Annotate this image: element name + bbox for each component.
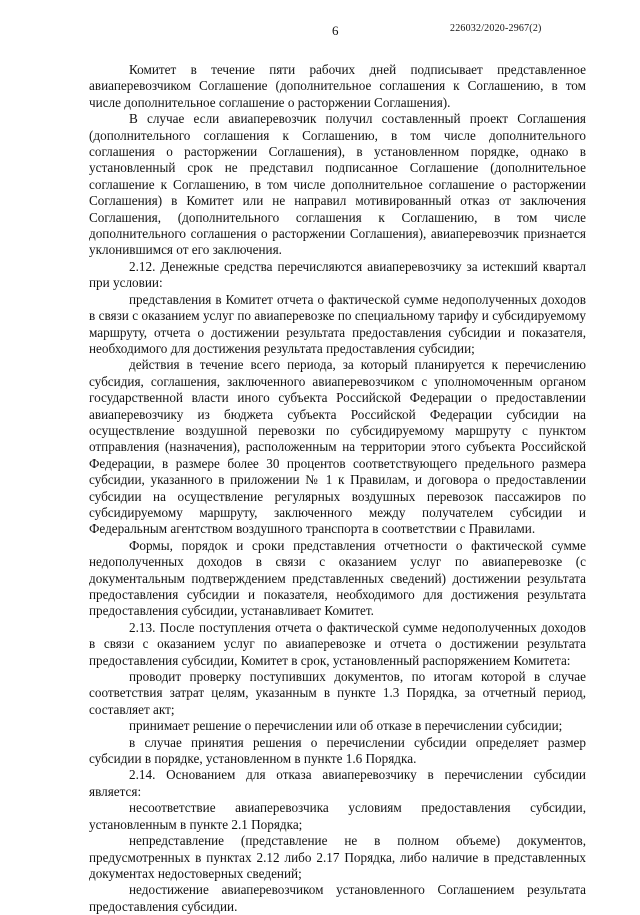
paragraph-amount: в случае принятия решения о перечислении субсидии определяет размер субсидии в порядке, установленном в пункте 1.6 Порядка. xyxy=(89,734,586,767)
paragraph-evasion-case: В случае если авиаперевозчик получил составленный проект Соглашения (дополнительного соглашения к Соглашению, в том числе дополнительного соглашения о расторжении Соглашения), в установленном порядке, однако в установленный срок не представил подписанное Соглашение (дополнительное соглашение к Соглашению, в том числе дополнительное соглашение о расторжении Соглашения) в Комитет или не направил мотивированный отказ от заключения Соглашения, (дополнительного соглашения к Соглашению, в том числе дополнительного соглашения о расторжении Соглашения), авиаперевозчик признается уклонившимся от его заключения. xyxy=(89,111,586,258)
paragraph-agreement-condition: действия в течение всего периода, за который планируется к перечислению субсидия, соглашения, заключенного авиаперевозчиком с уполномоченным органом государственной власти иного субъекта Российской Федерации о предоставлении авиаперевозчику из бюджета субъекта Российской Федерации субсидии на осуществление воздушной перевозки по субсидируемому маршруту с пунктом отправления (назначения), расположенным на территории этого субъекта Российской Федерации, в размере более 30 процентов соответствующего предельного размера субсидии, указанного в приложении № 1 к Правилам, и договора о предоставлении субсидии на осуществление регулярных воздушных перевозок пассажиров по субсидируемому маршруту, заключенного между получателем субсидии и Федеральным агентством воздушного транспорта в соответствии с Правилами. xyxy=(89,357,586,537)
paragraph-2-12: 2.12. Денежные средства перечисляются авиаперевозчику за истекший квартал при условии: xyxy=(89,258,586,291)
paragraph-committee-signs: Комитет в течение пяти рабочих дней подписывает представленное авиаперевозчиком Соглашение (дополнительное соглашения к Соглашению, в том числе дополнительное соглашение о расторжении Соглашения). xyxy=(89,62,586,110)
document-body xyxy=(89,62,586,915)
paragraph-nonsubmission: непредставление (представление не в полном объеме) документов, предусмотренных в пунктах 2.12 либо 2.17 Порядка, либо наличие в представленных документах недостоверных сведений; xyxy=(89,833,586,881)
paragraph-decision: принимает решение о перечислении или об отказе в перечислении субсидии; xyxy=(129,718,563,734)
paragraph-2-14: 2.14. Основанием для отказа авиаперевозчику в перечислении субсидии является: xyxy=(89,767,586,799)
document-code: 226032/2020-2967(2) xyxy=(450,23,542,34)
paragraph-nonachievement: недостижение авиаперевозчиком установленного Соглашением результата предоставления субсидии. xyxy=(89,882,586,914)
paragraph-nonconformity: несоответствие авиаперевозчика условиям предоставления субсидии, установленным в пункте 2.1 Порядка; xyxy=(89,800,586,832)
paragraph-2-13: 2.13. После поступления отчета о фактической сумме недополученных доходов в связи с оказанием услуг по авиаперевозке и отчета о достижении результата предоставления субсидии, Комитет в срок, установленный распоряжением Комитета: xyxy=(89,619,586,668)
page-number: 6 xyxy=(332,23,339,38)
paragraph-reporting-forms: Формы, порядок и сроки представления отчетности о фактической сумме недополученных доходов в связи с оказанием услуг по авиаперевозке (с документальным подтверждением представленных сведений) достижении результата предоставления субсидии и показателя, необходимого для достижения результата предоставления субсидии, устанавливает Комитет. xyxy=(89,537,586,619)
paragraph-verification: проводит проверку поступивших документов, по итогам которой в случае соответствия затрат целям, указанным в пункте 1.3 Порядка, за отчетный период, составляет акт; xyxy=(89,669,586,717)
paragraph-report-condition: представления в Комитет отчета о фактической сумме недополученных доходов в связи с оказанием услуг по авиаперевозке по специальному тарифу и субсидируемому маршруту, отчета о достижении результата предоставления субсидии и показателя, необходимого для достижения результата предоставления субсидии; xyxy=(89,291,586,356)
